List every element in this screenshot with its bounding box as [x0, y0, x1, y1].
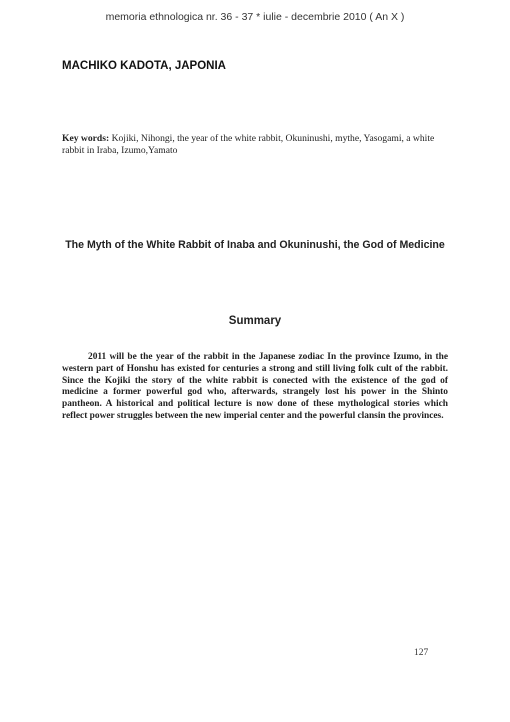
- page-number: 127: [414, 648, 429, 658]
- summary-body: 2011 will be the year of the rabbit in the Japanese zodiac In the province Izumo, in the western part of Honshu has existed for centuries a strong and still living folk cult of the rabbit. Since the Kojiki the story of the white rabbit is conected with the existence of the god of medicine a former powerful god who, afterwards, strangely lost his power in the Shinto pantheon. A historical and political lecture is now done of these mythological stories which reflect power struggles between the new imperial center and the powerful clansin the provinces.: [62, 352, 448, 421]
- article-title: The Myth of the White Rabbit of Inaba and Okuninushi, the God of Medicine: [65, 239, 445, 251]
- keywords-paragraph: [62, 133, 448, 157]
- summary-heading: Summary: [228, 315, 282, 327]
- keywords-text: Kojiki, Nihongi, the year of the white rabbit, Okuninushi, mythe, Yasogami, a white rabbit in Iraba, Izumo,Yamato: [62, 133, 435, 156]
- running-header: memoria ethnologica nr. 36 - 37 * iulie - decembrie 2010 ( An X ): [105, 11, 405, 23]
- keywords-label: Key words:: [62, 133, 110, 144]
- author-name: MACHIKO KADOTA, JAPONIA: [62, 60, 226, 72]
